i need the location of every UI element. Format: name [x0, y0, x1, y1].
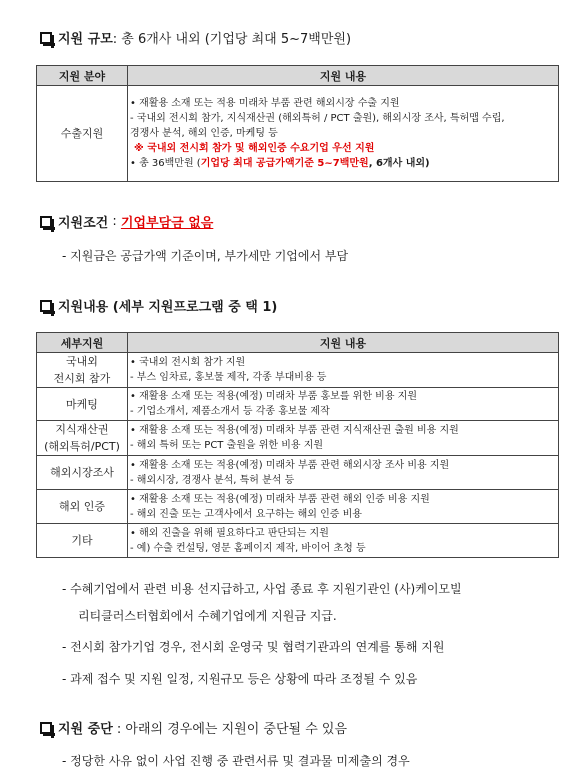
section-condition — [40, 212, 213, 231]
content-line: • 국내외 전시회 참가 지원 — [130, 357, 246, 368]
support-field-table — [36, 65, 559, 182]
budget-highlight: 기업당 최대 공급가액기준 5~7백만원 — [200, 158, 369, 169]
category-line: (해외특허/PCT) — [44, 440, 120, 453]
content-suffix: (세부 지원프로그램 중 택 1) — [108, 300, 278, 315]
category-line: 마케팅 — [66, 397, 98, 411]
table-row — [37, 456, 559, 490]
budget-prefix: • 총 36백만원 ( — [130, 158, 201, 169]
checkbox-bullet-icon — [40, 216, 52, 228]
section-content — [40, 296, 277, 315]
table-row — [37, 524, 559, 558]
table-row — [37, 353, 559, 388]
content-line: - 부스 임차료, 홍보물 제작, 각종 부대비용 등 — [130, 372, 327, 383]
note-line: - 과제 접수 및 지원 일정, 지원규모 등은 상황에 따라 조정될 수 있음 — [62, 672, 418, 686]
category-cell — [37, 421, 128, 456]
condition-detail: - 지원금은 공급가액 기준이며, 부가세만 기업에서 부담 — [62, 249, 349, 263]
content-line: 경쟁사 분석, 해외 인증, 마케팅 등 — [130, 128, 278, 139]
content-line: • 해외 진출을 위해 필요하다고 판단되는 지원 — [130, 527, 329, 539]
scale-text: : 총 6개사 내외 (기업당 최대 5~7백만원) — [112, 32, 352, 47]
content-line: - 기업소개서, 제품소개서 등 각종 홍보물 제작 — [130, 406, 330, 417]
table-row — [37, 421, 559, 456]
content-line: - 해외 특허 또는 PCT 출원을 위한 비용 지원 — [130, 440, 324, 451]
checkbox-bullet-icon — [40, 300, 52, 312]
stop-label: 지원 중단 — [58, 722, 113, 737]
note-line: 리티클러스터협회에서 수혜기업에게 지원금 지급. — [78, 609, 337, 623]
table-row — [37, 388, 559, 421]
content-line: - 해외 진출 또는 고객사에서 요구하는 해외 인증 비용 — [130, 508, 362, 520]
content-line: • 재활용 소재 또는 적용(예정) 미래차 부품 관련 해외시장 조사 비용 지원 — [130, 459, 450, 471]
header-content: 지원 내용 — [128, 66, 559, 86]
content-cell — [128, 388, 559, 421]
content-cell — [128, 456, 559, 490]
budget-line — [130, 156, 556, 171]
content-line: • 재활용 소재 또는 적용(예정) 미래차 부품 홍보를 위한 비용 지원 — [130, 391, 417, 402]
category-cell — [37, 456, 128, 490]
content-cell — [128, 490, 559, 524]
content-label: 지원내용 — [58, 300, 109, 315]
condition-value: 기업부담금 없음 — [120, 216, 214, 231]
category-line: 해외시장조사 — [50, 466, 114, 479]
scale-label: 지원 규모 — [58, 32, 113, 47]
stop-detail: - 정당한 사유 없이 사업 진행 중 관련서류 및 결과물 미제출의 경우 — [62, 754, 410, 768]
condition-label: 지원조건 — [58, 216, 109, 231]
category-line: 국내외 — [66, 355, 98, 368]
content-line: • 재활용 소재 또는 적용(예정) 미래차 부품 관련 지식재산권 출원 비용 지원 — [130, 425, 459, 436]
content-line: - 국내외 전시회 참가, 지식재산권 (해외특허 / PCT 출원), 해외시장 조사, 특허맵 수립, — [130, 113, 505, 124]
section-scale — [40, 28, 351, 47]
detail-program-table — [36, 332, 559, 558]
stop-text: : 아래의 경우에는 지원이 중단될 수 있음 — [112, 722, 347, 737]
content-line: • 재활용 소재 또는 적용 미래차 부품 관련 해외시장 수출 지원 — [130, 98, 400, 109]
table-row — [37, 490, 559, 524]
checkbox-bullet-icon — [40, 722, 52, 734]
table-header-row — [37, 333, 559, 353]
header-field: 지원 분야 — [37, 66, 128, 86]
content-cell — [128, 86, 559, 182]
category-line: 전시회 참가 — [53, 372, 111, 385]
table-header-row — [37, 66, 559, 86]
category-cell — [37, 524, 128, 558]
content-cell — [128, 353, 559, 388]
category-line: 지식재산권 — [55, 423, 109, 436]
budget-suffix: , 6개사 내외) — [368, 158, 430, 169]
category-cell — [37, 490, 128, 524]
category-cell — [37, 388, 128, 421]
content-line: - 예) 수출 컨설팅, 영문 홈페이지 제작, 바이어 초청 등 — [130, 542, 366, 554]
category-cell — [37, 353, 128, 388]
checkbox-bullet-icon — [40, 32, 52, 44]
content-line: - 해외시장, 경쟁사 분석, 특허 분석 등 — [130, 474, 295, 486]
category-line: 기타 — [71, 534, 93, 547]
category-line: 해외 인증 — [58, 500, 105, 513]
section-stop — [40, 718, 347, 737]
content-cell — [128, 524, 559, 558]
note-line: - 수혜기업에서 관련 비용 선지급하고, 사업 종료 후 지원기관인 (사)케이모빌 — [62, 582, 462, 596]
header-content: 지원 내용 — [128, 333, 559, 353]
table-row — [37, 86, 559, 182]
priority-note: ※ 국내외 전시회 참가 및 해외인증 수요기업 우선 지원 — [134, 143, 375, 154]
note-line: - 전시회 참가기업 경우, 전시회 운영국 및 협력기관과의 연계를 통해 지원 — [62, 640, 445, 654]
header-detail: 세부지원 — [37, 333, 128, 353]
condition-sep: : — [108, 214, 121, 229]
content-line: • 재활용 소재 또는 적용(예정) 미래차 부품 관련 해외 인증 비용 지원 — [130, 493, 430, 505]
content-cell — [128, 421, 559, 456]
category-cell: 수출지원 — [37, 86, 128, 182]
